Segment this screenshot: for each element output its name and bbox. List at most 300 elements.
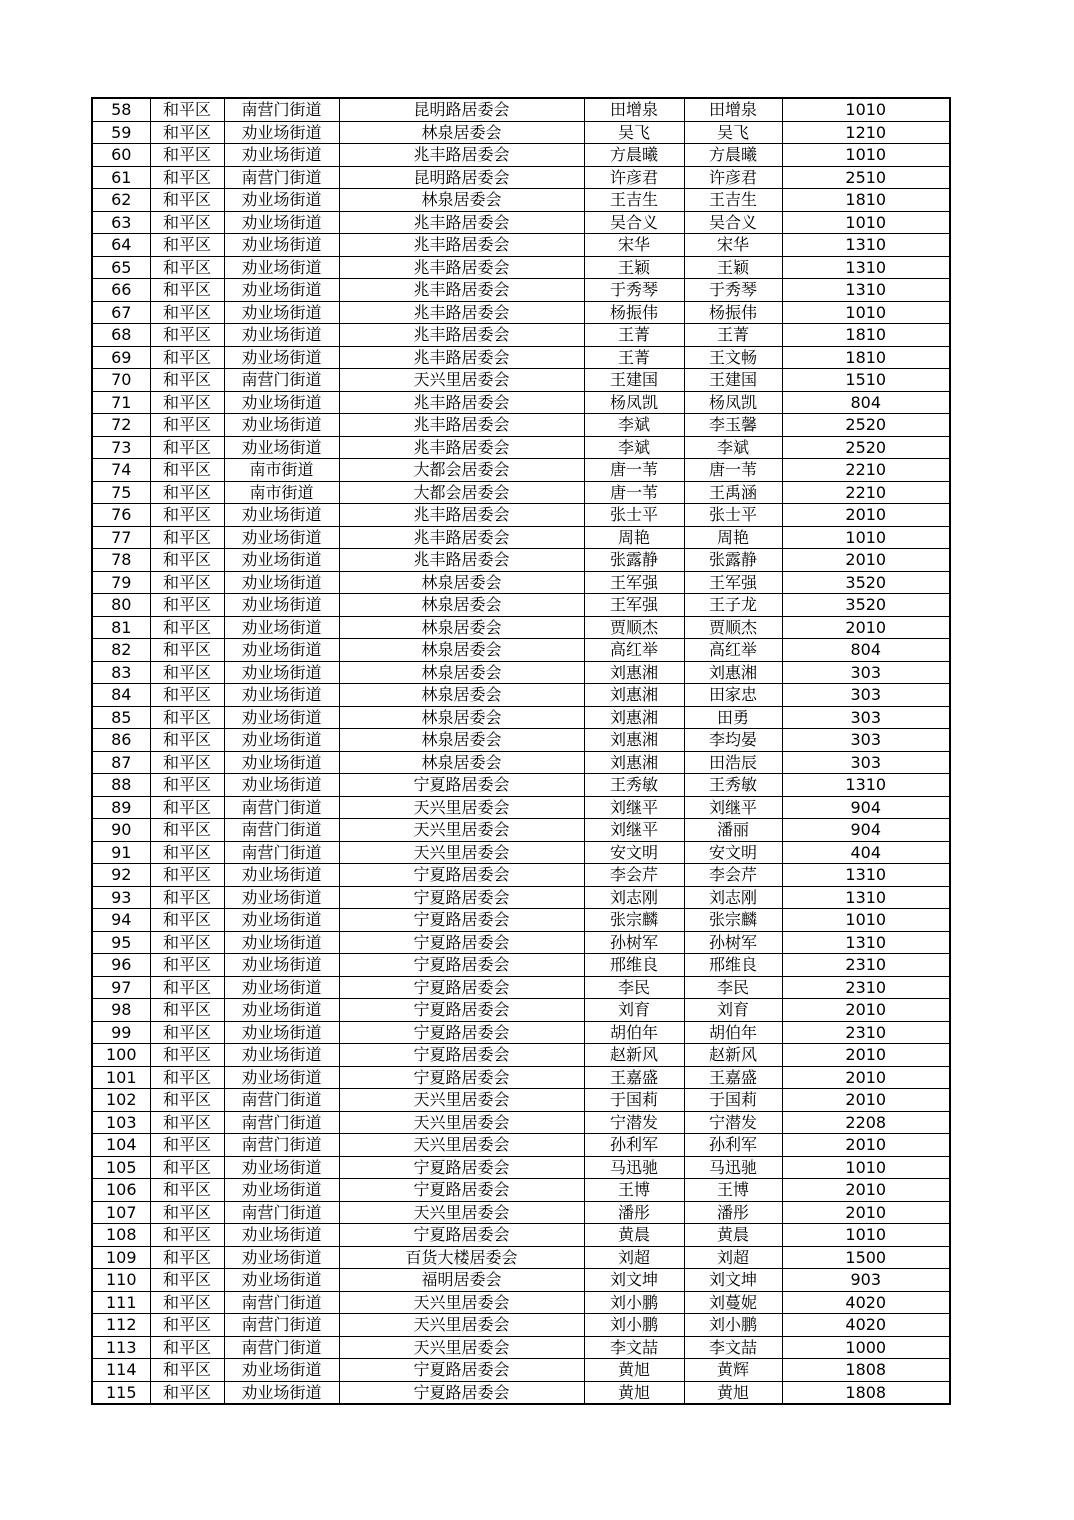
member-cell: 王文畅 — [684, 346, 782, 369]
table-row — [92, 1336, 950, 1359]
row-number-cell: 60 — [92, 144, 150, 167]
member-cell: 王吉生 — [684, 189, 782, 212]
street-cell: 劝业场街道 — [224, 931, 339, 954]
table-row — [92, 639, 950, 662]
amount-cell: 2010 — [782, 1179, 950, 1202]
member-cell: 刘蔓妮 — [684, 1291, 782, 1314]
street-cell: 劝业场街道 — [224, 414, 339, 437]
applicant-cell: 杨凤凯 — [584, 391, 684, 414]
table-row — [92, 954, 950, 977]
table-row — [92, 211, 950, 234]
table-row — [92, 256, 950, 279]
amount-cell: 3520 — [782, 594, 950, 617]
row-number-cell: 78 — [92, 549, 150, 572]
row-number-cell: 62 — [92, 189, 150, 212]
committee-cell: 兆丰路居委会 — [339, 526, 584, 549]
district-cell: 和平区 — [150, 459, 224, 482]
applicant-cell: 刘育 — [584, 999, 684, 1022]
committee-cell: 兆丰路居委会 — [339, 279, 584, 302]
district-cell: 和平区 — [150, 369, 224, 392]
committee-cell: 天兴里居委会 — [339, 841, 584, 864]
row-number-cell: 77 — [92, 526, 150, 549]
district-cell: 和平区 — [150, 346, 224, 369]
member-cell: 王军强 — [684, 571, 782, 594]
district-cell: 和平区 — [150, 256, 224, 279]
row-number-cell: 108 — [92, 1224, 150, 1247]
table-row — [92, 369, 950, 392]
street-cell: 南营门街道 — [224, 819, 339, 842]
table-row — [92, 459, 950, 482]
row-number-cell: 64 — [92, 234, 150, 257]
street-cell: 劝业场街道 — [224, 706, 339, 729]
committee-cell: 林泉居委会 — [339, 729, 584, 752]
street-cell: 劝业场街道 — [224, 526, 339, 549]
row-number-cell: 107 — [92, 1201, 150, 1224]
table-row — [92, 774, 950, 797]
committee-cell: 林泉居委会 — [339, 189, 584, 212]
district-cell: 和平区 — [150, 999, 224, 1022]
committee-cell: 宁夏路居委会 — [339, 909, 584, 932]
row-number-cell: 99 — [92, 1021, 150, 1044]
member-cell: 王博 — [684, 1179, 782, 1202]
street-cell: 南市街道 — [224, 459, 339, 482]
district-cell: 和平区 — [150, 931, 224, 954]
row-number-cell: 100 — [92, 1044, 150, 1067]
member-cell: 张宗麟 — [684, 909, 782, 932]
district-cell: 和平区 — [150, 1336, 224, 1359]
applicant-cell: 安文明 — [584, 841, 684, 864]
row-number-cell: 98 — [92, 999, 150, 1022]
member-cell: 高红举 — [684, 639, 782, 662]
street-cell: 劝业场街道 — [224, 774, 339, 797]
committee-cell: 宁夏路居委会 — [339, 1021, 584, 1044]
member-cell: 王颖 — [684, 256, 782, 279]
member-cell: 马迅驰 — [684, 1156, 782, 1179]
applicant-cell: 王吉生 — [584, 189, 684, 212]
table-row — [92, 234, 950, 257]
district-cell: 和平区 — [150, 526, 224, 549]
member-cell: 许彦君 — [684, 166, 782, 189]
district-cell: 和平区 — [150, 1314, 224, 1337]
committee-cell: 宁夏路居委会 — [339, 886, 584, 909]
table-row — [92, 684, 950, 707]
row-number-cell: 102 — [92, 1089, 150, 1112]
row-number-cell: 61 — [92, 166, 150, 189]
member-cell: 王禹涵 — [684, 481, 782, 504]
committee-cell: 林泉居委会 — [339, 661, 584, 684]
applicant-cell: 王建国 — [584, 369, 684, 392]
row-number-cell: 94 — [92, 909, 150, 932]
committee-cell: 兆丰路居委会 — [339, 234, 584, 257]
table-row — [92, 909, 950, 932]
applicant-cell: 李会芹 — [584, 864, 684, 887]
amount-cell: 1810 — [782, 346, 950, 369]
applicant-cell: 李民 — [584, 976, 684, 999]
street-cell: 劝业场街道 — [224, 1359, 339, 1382]
applicant-cell: 刘继平 — [584, 819, 684, 842]
district-cell: 和平区 — [150, 639, 224, 662]
committee-cell: 宁夏路居委会 — [339, 1044, 584, 1067]
row-number-cell: 93 — [92, 886, 150, 909]
district-cell: 和平区 — [150, 234, 224, 257]
table-row — [92, 1044, 950, 1067]
amount-cell: 1010 — [782, 1224, 950, 1247]
row-number-cell: 76 — [92, 504, 150, 527]
applicant-cell: 张露静 — [584, 549, 684, 572]
table-row — [92, 391, 950, 414]
member-cell: 张露静 — [684, 549, 782, 572]
district-cell: 和平区 — [150, 751, 224, 774]
applicant-cell: 刘超 — [584, 1246, 684, 1269]
amount-cell: 2010 — [782, 1089, 950, 1112]
row-number-cell: 85 — [92, 706, 150, 729]
district-cell: 和平区 — [150, 774, 224, 797]
street-cell: 劝业场街道 — [224, 256, 339, 279]
table-row — [92, 1066, 950, 1089]
district-cell: 和平区 — [150, 1246, 224, 1269]
row-number-cell: 114 — [92, 1359, 150, 1382]
row-number-cell: 59 — [92, 121, 150, 144]
committee-cell: 林泉居委会 — [339, 706, 584, 729]
row-number-cell: 79 — [92, 571, 150, 594]
row-number-cell: 70 — [92, 369, 150, 392]
district-cell: 和平区 — [150, 976, 224, 999]
amount-cell: 1510 — [782, 369, 950, 392]
member-cell: 刘继平 — [684, 796, 782, 819]
member-cell: 张士平 — [684, 504, 782, 527]
member-cell: 潘丽 — [684, 819, 782, 842]
street-cell: 劝业场街道 — [224, 189, 339, 212]
committee-cell: 兆丰路居委会 — [339, 144, 584, 167]
table-row — [92, 864, 950, 887]
amount-cell: 1310 — [782, 234, 950, 257]
member-cell: 刘志刚 — [684, 886, 782, 909]
committee-cell: 天兴里居委会 — [339, 1201, 584, 1224]
applicant-cell: 王军强 — [584, 594, 684, 617]
table-row — [92, 616, 950, 639]
committee-cell: 兆丰路居委会 — [339, 414, 584, 437]
street-cell: 劝业场街道 — [224, 504, 339, 527]
table-row — [92, 1291, 950, 1314]
table-row — [92, 886, 950, 909]
amount-cell: 903 — [782, 1269, 950, 1292]
table-row — [92, 729, 950, 752]
amount-cell: 4020 — [782, 1314, 950, 1337]
row-number-cell: 109 — [92, 1246, 150, 1269]
table-row — [92, 526, 950, 549]
table-row — [92, 189, 950, 212]
street-cell: 劝业场街道 — [224, 751, 339, 774]
district-cell: 和平区 — [150, 571, 224, 594]
member-cell: 宁潜发 — [684, 1111, 782, 1134]
street-cell: 劝业场街道 — [224, 594, 339, 617]
member-cell: 田勇 — [684, 706, 782, 729]
committee-cell: 宁夏路居委会 — [339, 1381, 584, 1404]
row-number-cell: 101 — [92, 1066, 150, 1089]
member-cell: 邢维良 — [684, 954, 782, 977]
table-row — [92, 841, 950, 864]
applicant-cell: 方晨曦 — [584, 144, 684, 167]
applicant-cell: 田增泉 — [584, 98, 684, 121]
applicant-cell: 赵新风 — [584, 1044, 684, 1067]
district-cell: 和平区 — [150, 1269, 224, 1292]
amount-cell: 1010 — [782, 98, 950, 121]
district-cell: 和平区 — [150, 886, 224, 909]
district-cell: 和平区 — [150, 1224, 224, 1247]
amount-cell: 2310 — [782, 954, 950, 977]
applicant-cell: 孙树军 — [584, 931, 684, 954]
applicant-cell: 刘文坤 — [584, 1269, 684, 1292]
member-cell: 李均晏 — [684, 729, 782, 752]
member-cell: 于国莉 — [684, 1089, 782, 1112]
street-cell: 劝业场街道 — [224, 324, 339, 347]
district-cell: 和平区 — [150, 166, 224, 189]
amount-cell: 2510 — [782, 166, 950, 189]
district-cell: 和平区 — [150, 1066, 224, 1089]
street-cell: 劝业场街道 — [224, 301, 339, 324]
amount-cell: 2520 — [782, 436, 950, 459]
committee-cell: 福明居委会 — [339, 1269, 584, 1292]
member-cell: 田增泉 — [684, 98, 782, 121]
amount-cell: 1310 — [782, 774, 950, 797]
applicant-cell: 贾顺杰 — [584, 616, 684, 639]
table-row — [92, 796, 950, 819]
table-row — [92, 166, 950, 189]
committee-cell: 宁夏路居委会 — [339, 931, 584, 954]
street-cell: 南营门街道 — [224, 1111, 339, 1134]
table-row — [92, 999, 950, 1022]
row-number-cell: 86 — [92, 729, 150, 752]
street-cell: 劝业场街道 — [224, 1224, 339, 1247]
applicant-cell: 刘惠湘 — [584, 729, 684, 752]
committee-cell: 兆丰路居委会 — [339, 301, 584, 324]
district-cell: 和平区 — [150, 324, 224, 347]
committee-cell: 天兴里居委会 — [339, 1314, 584, 1337]
row-number-cell: 106 — [92, 1179, 150, 1202]
table-row — [92, 436, 950, 459]
committee-cell: 兆丰路居委会 — [339, 256, 584, 279]
member-cell: 杨凤凯 — [684, 391, 782, 414]
table-row — [92, 1111, 950, 1134]
applicant-cell: 孙利军 — [584, 1134, 684, 1157]
row-number-cell: 92 — [92, 864, 150, 887]
amount-cell: 3520 — [782, 571, 950, 594]
amount-cell: 2010 — [782, 1201, 950, 1224]
district-cell: 和平区 — [150, 661, 224, 684]
member-cell: 王建国 — [684, 369, 782, 392]
committee-cell: 宁夏路居委会 — [339, 1179, 584, 1202]
row-number-cell: 111 — [92, 1291, 150, 1314]
district-cell: 和平区 — [150, 1201, 224, 1224]
table-row — [92, 279, 950, 302]
amount-cell: 303 — [782, 729, 950, 752]
amount-cell: 804 — [782, 639, 950, 662]
member-cell: 刘惠湘 — [684, 661, 782, 684]
member-cell: 李文喆 — [684, 1336, 782, 1359]
row-number-cell: 58 — [92, 98, 150, 121]
street-cell: 劝业场街道 — [224, 121, 339, 144]
committee-cell: 兆丰路居委会 — [339, 436, 584, 459]
committee-cell: 天兴里居委会 — [339, 1336, 584, 1359]
amount-cell: 2010 — [782, 999, 950, 1022]
district-cell: 和平区 — [150, 144, 224, 167]
applicant-cell: 王秀敏 — [584, 774, 684, 797]
amount-cell: 1310 — [782, 931, 950, 954]
table-row — [92, 1246, 950, 1269]
amount-cell: 1310 — [782, 256, 950, 279]
street-cell: 劝业场街道 — [224, 909, 339, 932]
district-cell: 和平区 — [150, 864, 224, 887]
table-row — [92, 301, 950, 324]
row-number-cell: 80 — [92, 594, 150, 617]
street-cell: 南营门街道 — [224, 98, 339, 121]
street-cell: 南营门街道 — [224, 166, 339, 189]
row-number-cell: 96 — [92, 954, 150, 977]
row-number-cell: 72 — [92, 414, 150, 437]
amount-cell: 1500 — [782, 1246, 950, 1269]
member-cell: 吴飞 — [684, 121, 782, 144]
table-row — [92, 346, 950, 369]
street-cell: 劝业场街道 — [224, 1179, 339, 1202]
committee-cell: 天兴里居委会 — [339, 1134, 584, 1157]
district-cell: 和平区 — [150, 729, 224, 752]
row-number-cell: 105 — [92, 1156, 150, 1179]
member-cell: 唐一苇 — [684, 459, 782, 482]
committee-cell: 宁夏路居委会 — [339, 976, 584, 999]
applicant-cell: 刘惠湘 — [584, 684, 684, 707]
district-cell: 和平区 — [150, 1291, 224, 1314]
member-cell: 周艳 — [684, 526, 782, 549]
district-cell: 和平区 — [150, 301, 224, 324]
committee-cell: 天兴里居委会 — [339, 1111, 584, 1134]
row-number-cell: 81 — [92, 616, 150, 639]
street-cell: 劝业场街道 — [224, 864, 339, 887]
street-cell: 南营门街道 — [224, 796, 339, 819]
committee-cell: 兆丰路居委会 — [339, 391, 584, 414]
row-number-cell: 74 — [92, 459, 150, 482]
table-row — [92, 931, 950, 954]
committee-cell: 林泉居委会 — [339, 594, 584, 617]
amount-cell: 4020 — [782, 1291, 950, 1314]
district-cell: 和平区 — [150, 1134, 224, 1157]
row-number-cell: 97 — [92, 976, 150, 999]
committee-cell: 兆丰路居委会 — [339, 549, 584, 572]
committee-cell: 林泉居委会 — [339, 751, 584, 774]
amount-cell: 303 — [782, 661, 950, 684]
applicant-cell: 王嘉盛 — [584, 1066, 684, 1089]
applicant-cell: 于秀琴 — [584, 279, 684, 302]
district-cell: 和平区 — [150, 189, 224, 212]
street-cell: 劝业场街道 — [224, 886, 339, 909]
committee-cell: 林泉居委会 — [339, 616, 584, 639]
applicant-cell: 刘继平 — [584, 796, 684, 819]
member-cell: 刘育 — [684, 999, 782, 1022]
committee-cell: 宁夏路居委会 — [339, 954, 584, 977]
street-cell: 南营门街道 — [224, 1314, 339, 1337]
committee-cell: 天兴里居委会 — [339, 369, 584, 392]
applicant-cell: 宋华 — [584, 234, 684, 257]
applicant-cell: 刘小鹏 — [584, 1291, 684, 1314]
street-cell: 劝业场街道 — [224, 1066, 339, 1089]
district-cell: 和平区 — [150, 706, 224, 729]
district-cell: 和平区 — [150, 616, 224, 639]
table-row — [92, 1359, 950, 1382]
table-row — [92, 1179, 950, 1202]
applicant-cell: 王军强 — [584, 571, 684, 594]
street-cell: 劝业场街道 — [224, 234, 339, 257]
committee-cell: 兆丰路居委会 — [339, 346, 584, 369]
applicant-cell: 潘彤 — [584, 1201, 684, 1224]
amount-cell: 1810 — [782, 324, 950, 347]
district-cell: 和平区 — [150, 594, 224, 617]
applicant-cell: 刘惠湘 — [584, 661, 684, 684]
member-cell: 安文明 — [684, 841, 782, 864]
row-number-cell: 82 — [92, 639, 150, 662]
applicant-cell: 于国莉 — [584, 1089, 684, 1112]
street-cell: 南营门街道 — [224, 1336, 339, 1359]
district-cell: 和平区 — [150, 98, 224, 121]
applicant-cell: 唐一苇 — [584, 459, 684, 482]
district-cell: 和平区 — [150, 796, 224, 819]
table-row — [92, 98, 950, 121]
member-cell: 王嘉盛 — [684, 1066, 782, 1089]
member-cell: 孙利军 — [684, 1134, 782, 1157]
applicant-cell: 马迅驰 — [584, 1156, 684, 1179]
committee-cell: 宁夏路居委会 — [339, 864, 584, 887]
amount-cell: 904 — [782, 819, 950, 842]
row-number-cell: 67 — [92, 301, 150, 324]
table-row — [92, 481, 950, 504]
row-number-cell: 112 — [92, 1314, 150, 1337]
row-number-cell: 83 — [92, 661, 150, 684]
district-cell: 和平区 — [150, 481, 224, 504]
table-row — [92, 1134, 950, 1157]
district-cell: 和平区 — [150, 841, 224, 864]
amount-cell: 2010 — [782, 1044, 950, 1067]
member-cell: 李会芹 — [684, 864, 782, 887]
amount-cell: 1010 — [782, 301, 950, 324]
table-row — [92, 571, 950, 594]
district-cell: 和平区 — [150, 1179, 224, 1202]
amount-cell: 1000 — [782, 1336, 950, 1359]
district-cell: 和平区 — [150, 954, 224, 977]
row-number-cell: 73 — [92, 436, 150, 459]
member-cell: 吴合义 — [684, 211, 782, 234]
member-cell: 王秀敏 — [684, 774, 782, 797]
street-cell: 劝业场街道 — [224, 144, 339, 167]
district-cell: 和平区 — [150, 436, 224, 459]
row-number-cell: 84 — [92, 684, 150, 707]
district-cell: 和平区 — [150, 1156, 224, 1179]
applicant-cell: 宁潜发 — [584, 1111, 684, 1134]
row-number-cell: 113 — [92, 1336, 150, 1359]
street-cell: 劝业场街道 — [224, 1246, 339, 1269]
applicant-cell: 刘小鹏 — [584, 1314, 684, 1337]
street-cell: 劝业场街道 — [224, 1021, 339, 1044]
district-cell: 和平区 — [150, 819, 224, 842]
member-cell: 黄旭 — [684, 1381, 782, 1404]
street-cell: 南营门街道 — [224, 1291, 339, 1314]
applicant-cell: 王菁 — [584, 324, 684, 347]
applicant-cell: 刘惠湘 — [584, 751, 684, 774]
street-cell: 劝业场街道 — [224, 684, 339, 707]
street-cell: 劝业场街道 — [224, 346, 339, 369]
street-cell: 劝业场街道 — [224, 279, 339, 302]
row-number-cell: 88 — [92, 774, 150, 797]
committee-cell: 大都会居委会 — [339, 481, 584, 504]
district-cell: 和平区 — [150, 1381, 224, 1404]
applicant-cell: 李斌 — [584, 414, 684, 437]
